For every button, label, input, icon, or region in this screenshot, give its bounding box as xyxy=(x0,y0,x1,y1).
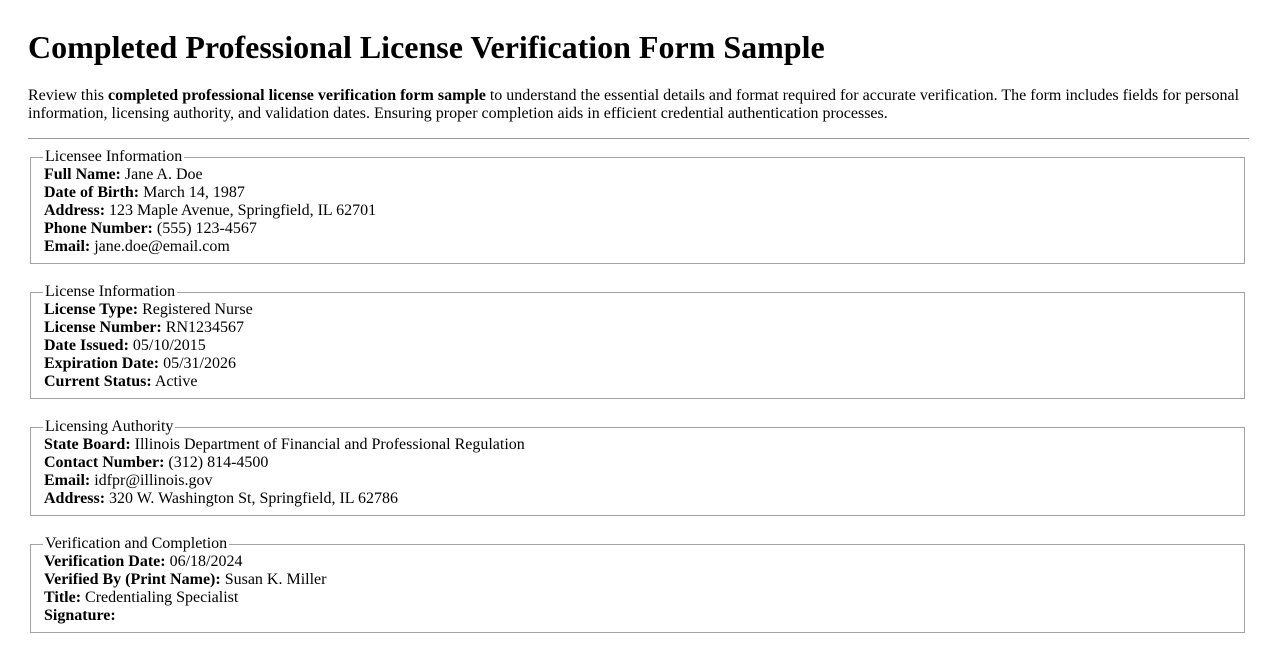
full-name-row xyxy=(44,166,1229,184)
field-label: Full Name: xyxy=(44,166,121,183)
field-label: Contact Number: xyxy=(44,454,165,471)
verified-by-row xyxy=(44,571,1229,589)
field-label: License Type: xyxy=(44,301,139,318)
field-value: Registered Nurse xyxy=(138,301,253,318)
field-value: Credentialing Specialist xyxy=(81,589,239,606)
field-value: Illinois Department of Financial and Professional Regulation xyxy=(130,436,525,453)
field-value: 06/18/2024 xyxy=(165,553,243,570)
intro-text-bold: completed professional license verification form sample xyxy=(108,87,486,104)
section-divider xyxy=(28,138,1249,139)
field-label: Verification Date: xyxy=(44,553,166,570)
date-of-birth-row xyxy=(44,184,1229,202)
email-row xyxy=(44,238,1229,256)
section-legend: Licensee Information xyxy=(45,148,183,165)
field-label: Address: xyxy=(44,490,106,507)
section-legend: Licensing Authority xyxy=(45,418,174,435)
section-legend: License Information xyxy=(45,283,176,300)
field-label: Date Issued: xyxy=(44,337,129,354)
licensee-information-section xyxy=(30,148,1245,264)
field-label: Expiration Date: xyxy=(44,355,160,372)
field-label: Date of Birth: xyxy=(44,184,140,201)
field-value: jane.doe@email.com xyxy=(90,238,230,255)
license-number-row xyxy=(44,319,1229,337)
date-issued-row xyxy=(44,337,1229,355)
field-label: State Board: xyxy=(44,436,131,453)
verification-and-completion-section xyxy=(30,535,1245,633)
field-value: Jane A. Doe xyxy=(120,166,203,183)
field-label: Verified By (Print Name): xyxy=(44,571,221,588)
field-value: (555) 123-4567 xyxy=(152,220,257,237)
field-label: Address: xyxy=(44,202,106,219)
section-legend: Verification and Completion xyxy=(45,535,228,552)
field-value: (312) 814-4500 xyxy=(164,454,269,471)
address-row xyxy=(44,202,1229,220)
field-label: Title: xyxy=(44,589,82,606)
expiration-date-row xyxy=(44,355,1229,373)
license-information-section xyxy=(30,283,1245,399)
field-label: Current Status: xyxy=(44,373,152,390)
field-value: 05/31/2026 xyxy=(159,355,236,372)
field-label: Signature: xyxy=(44,607,116,624)
field-value: 05/10/2015 xyxy=(128,337,206,354)
field-value: RN1234567 xyxy=(161,319,244,336)
field-value: Susan K. Miller xyxy=(220,571,327,588)
intro-paragraph xyxy=(28,87,1249,123)
signature-row xyxy=(44,607,1229,625)
license-type-row xyxy=(44,301,1229,319)
field-value: March 14, 1987 xyxy=(139,184,245,201)
contact-number-row xyxy=(44,454,1229,472)
intro-text-start: Review this xyxy=(28,87,108,104)
verification-date-row xyxy=(44,553,1229,571)
current-status-row xyxy=(44,373,1229,391)
state-board-row xyxy=(44,436,1229,454)
field-label: Email: xyxy=(44,472,91,489)
field-value: idfpr@illinois.gov xyxy=(90,472,213,489)
authority-email-row xyxy=(44,472,1229,490)
field-value: 320 W. Washington St, Springfield, IL 62786 xyxy=(105,490,398,507)
licensing-authority-section xyxy=(30,418,1245,516)
authority-address-row xyxy=(44,490,1229,508)
title-row xyxy=(44,589,1229,607)
field-label: Phone Number: xyxy=(44,220,153,237)
field-label: Email: xyxy=(44,238,91,255)
page-title: Completed Professional License Verification Form Sample xyxy=(28,29,825,65)
field-label: License Number: xyxy=(44,319,162,336)
field-value: 123 Maple Avenue, Springfield, IL 62701 xyxy=(105,202,377,219)
phone-number-row xyxy=(44,220,1229,238)
intro-text-end: to understand the essential details and format required for accurate verification. The form includes fields for personal information, licensing authority, and validation dates. Ensuring proper completion aids in efficient credential authentication processes. xyxy=(28,87,1240,122)
field-value: Active xyxy=(151,373,198,390)
